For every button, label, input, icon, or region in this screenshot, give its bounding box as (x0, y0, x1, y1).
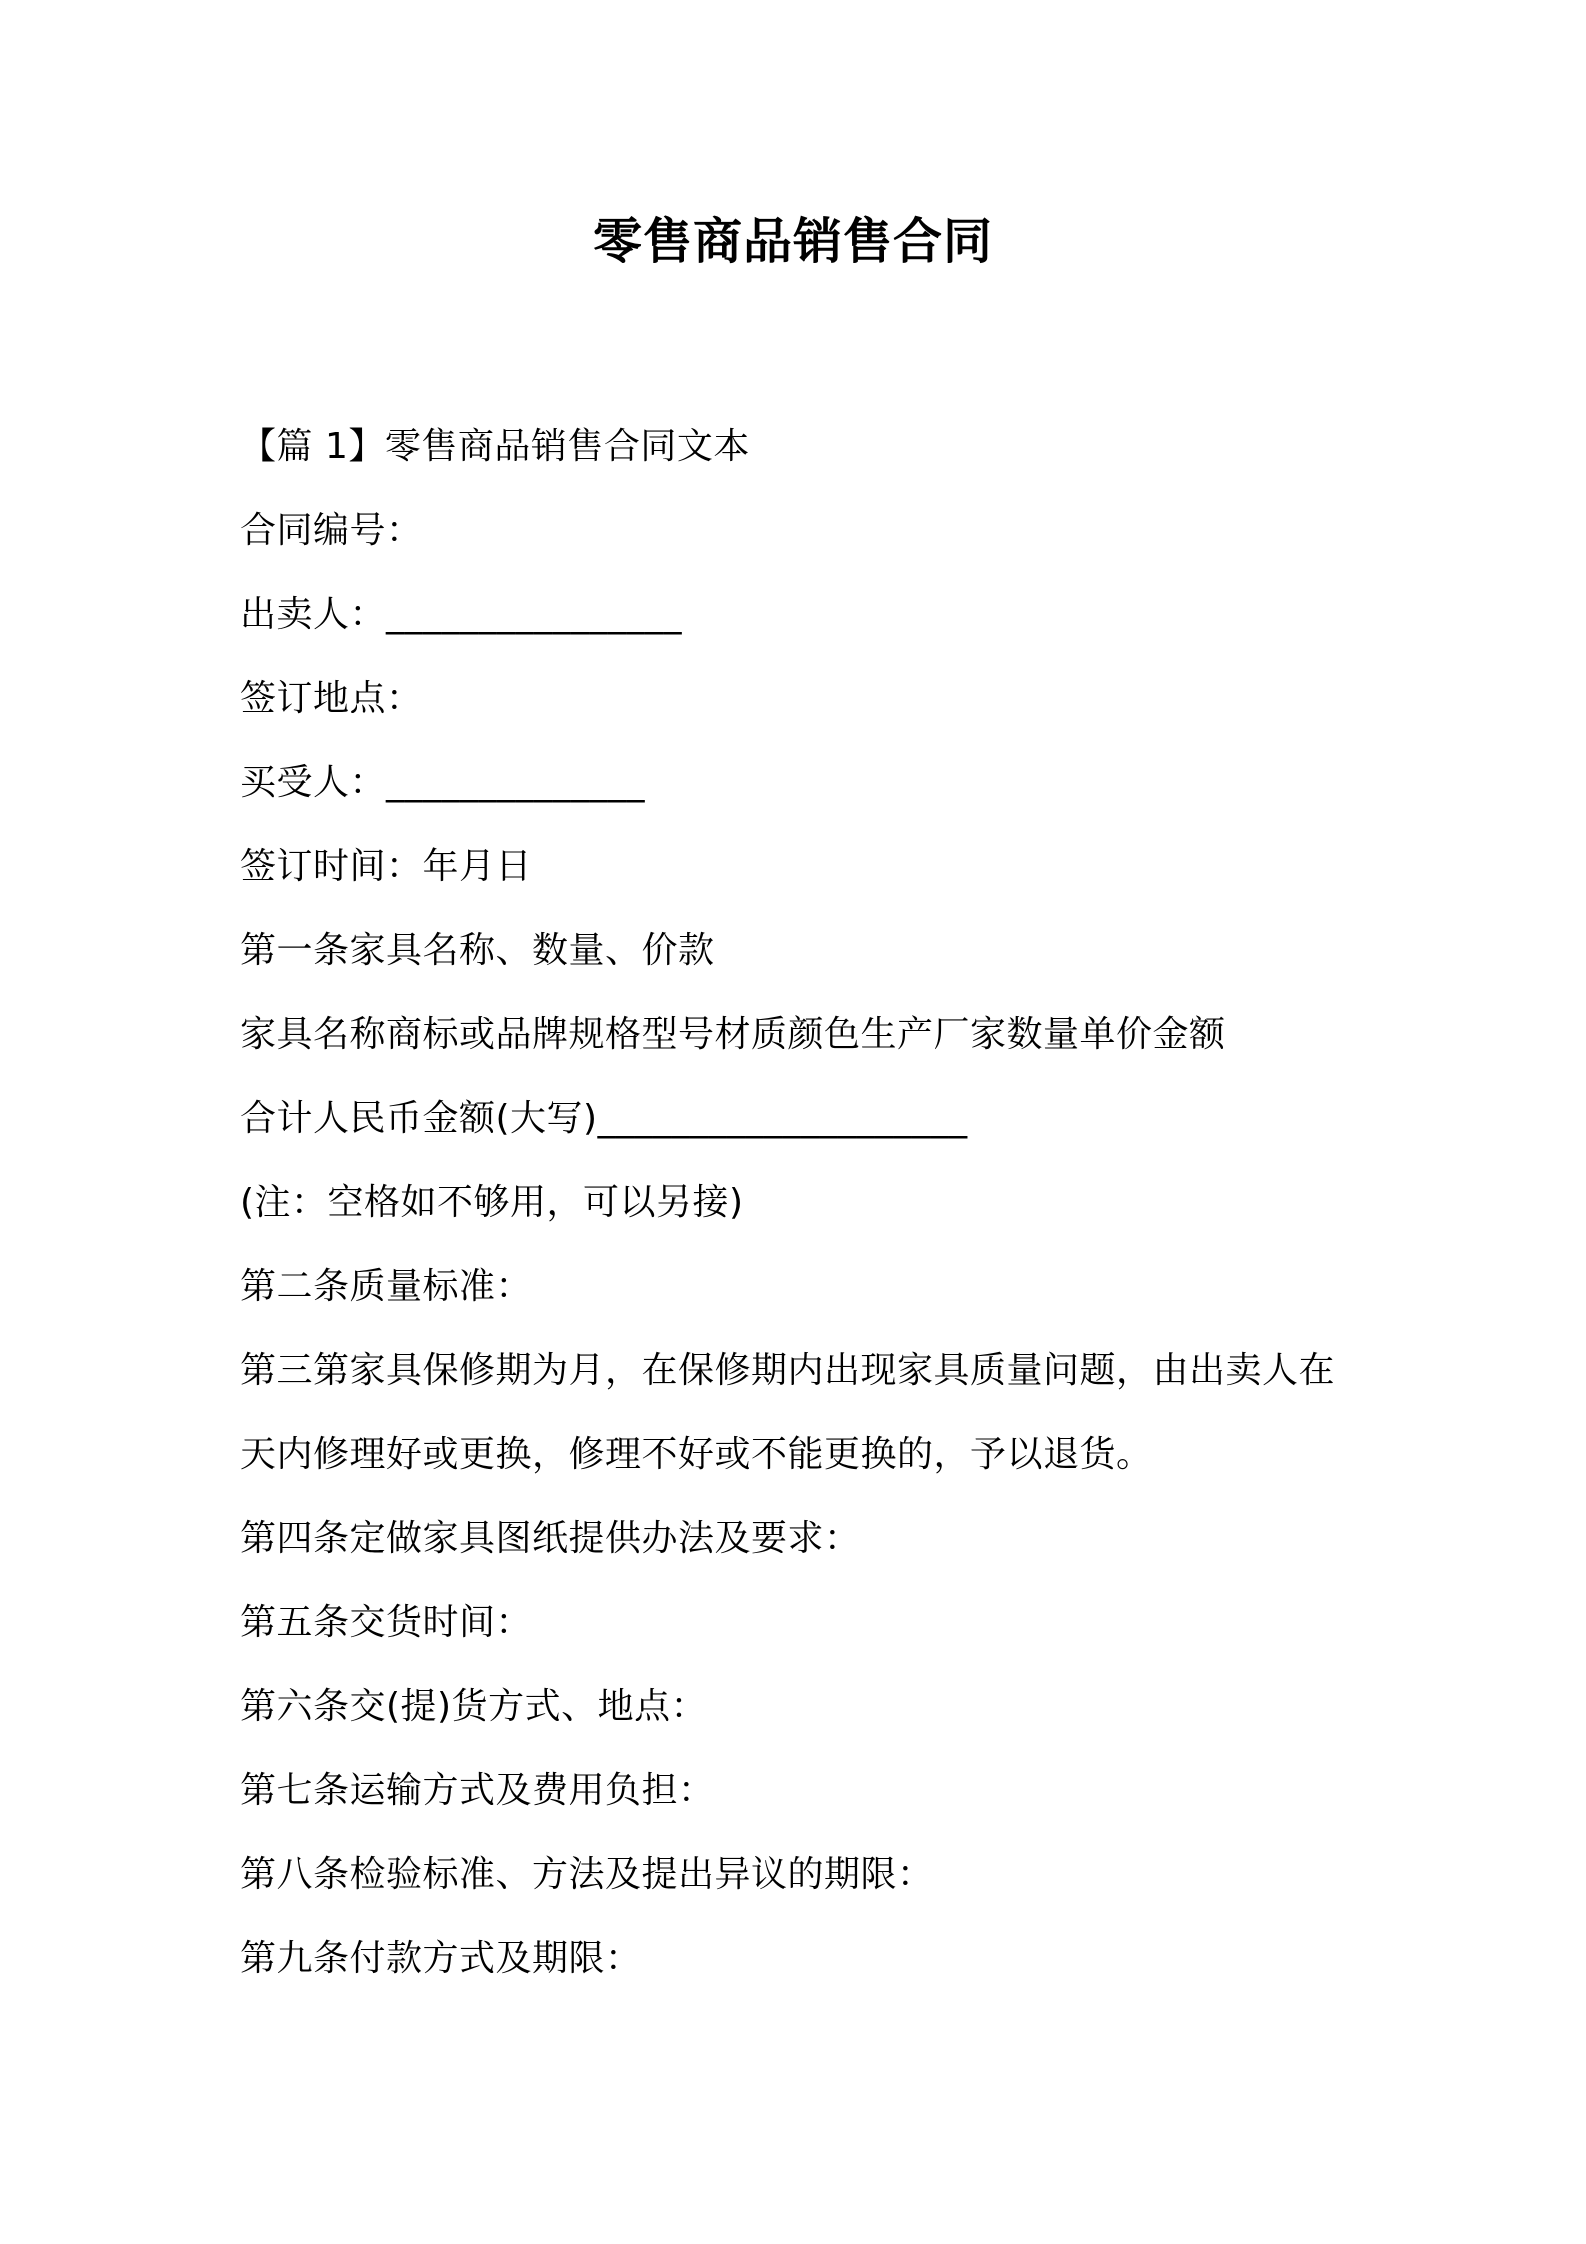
article-6-heading: 第六条交(提)货方式、地点： (240, 1686, 708, 1727)
total-amount-field: 合计人民币金额(大写)____________________ (240, 1098, 968, 1139)
article-3-paragraph-line-1: 第三第家具保修期为月，在保修期内出现家具质量问题，由出卖人在 (240, 1350, 1336, 1391)
buyer-field: 买受人：______________ (240, 762, 646, 803)
article-5-heading: 第五条交货时间： (240, 1602, 533, 1643)
document-title: 零售商品销售合同 (592, 213, 993, 270)
article-9-heading: 第九条付款方式及期限： (240, 1938, 642, 1979)
article-7-heading: 第七条运输方式及费用负担： (240, 1770, 715, 1811)
article-3-paragraph-line-2: 天内修理好或更换，修理不好或不能更换的，予以退货。 (240, 1434, 1153, 1475)
article-4-heading: 第四条定做家具图纸提供办法及要求： (240, 1518, 861, 1559)
article-2-heading: 第二条质量标准： (240, 1266, 533, 1307)
article-1-heading: 第一条家具名称、数量、价款 (240, 930, 715, 971)
signing-place-field: 签订地点： (240, 678, 423, 719)
signing-time-field: 签订时间：年月日 (240, 846, 533, 887)
furniture-columns-line: 家具名称商标或品牌规格型号材质颜色生产厂家数量单价金额 (240, 1014, 1226, 1055)
article-8-heading: 第八条检验标准、方法及提出异议的期限： (240, 1854, 934, 1895)
seller-field: 出卖人：________________ (240, 594, 683, 635)
section-heading: 【篇 1】零售商品销售合同文本 (240, 426, 750, 467)
contract-number-field: 合同编号： (240, 510, 423, 551)
document-body (240, 405, 1360, 2001)
note-line: (注：空格如不够用，可以另接) (240, 1182, 744, 1223)
